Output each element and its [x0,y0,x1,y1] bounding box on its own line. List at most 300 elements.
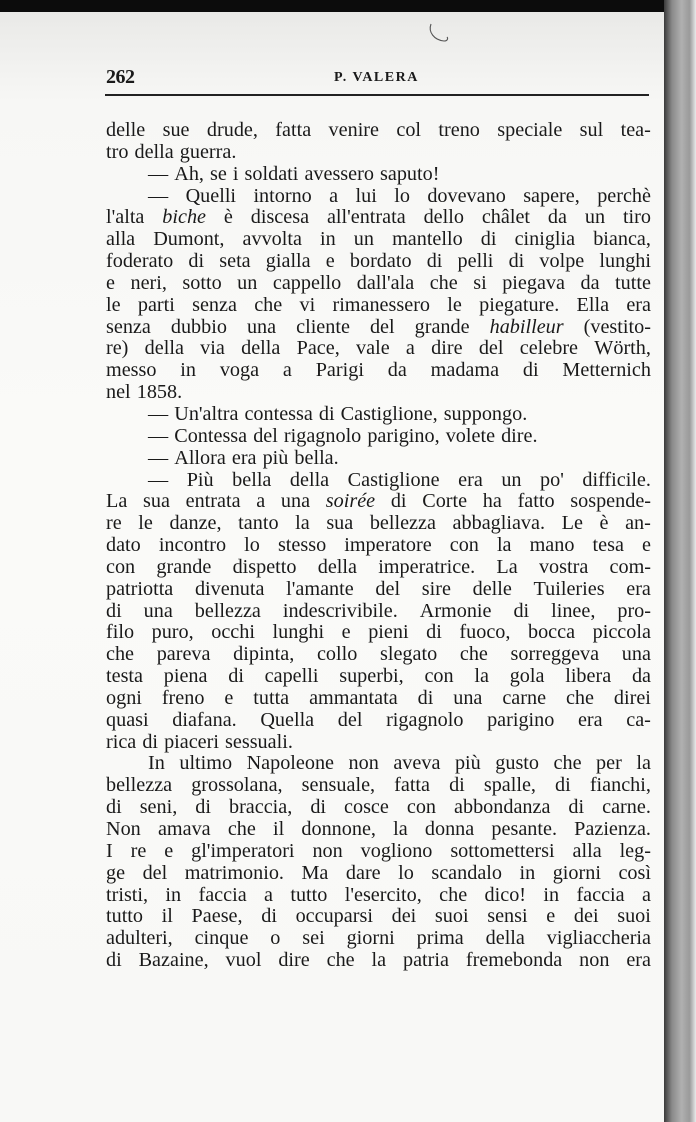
word: la [636,752,651,775]
word: tesa [592,534,624,557]
word: di [318,402,335,425]
word: una [246,315,277,338]
word: fuoco, [459,621,511,644]
word: Bazaine, [138,949,209,972]
word: la [371,949,387,972]
word: dei [573,905,599,928]
word: celebre [519,337,579,360]
word: sul [579,119,604,141]
word: l'esercito, [344,883,422,906]
word: della [134,140,174,163]
word: bianca, [593,228,651,251]
word: bocca [527,621,576,644]
word: imperatrice. [378,555,476,578]
pencil-mark [428,22,458,46]
word: Wörth, [594,337,651,360]
word: era [626,577,651,600]
header-rule [105,94,649,96]
word: donnone, [301,818,376,840]
word: di [106,599,122,622]
word: pareva [156,643,211,666]
word: tanto [238,512,279,535]
word: Parigi [315,359,364,382]
word: di [310,796,327,819]
word: la [295,512,310,535]
text-line [106,317,651,339]
word: (vestito- [583,315,651,338]
word: vi [299,293,316,316]
word: con [449,534,479,557]
word: po' [540,468,564,491]
word: châlet [481,206,531,229]
word: Ella [576,293,610,316]
word: Un'altra [174,402,239,425]
word: prima [416,927,464,950]
word: patria [402,949,449,972]
word: via [200,337,225,360]
word: della [241,337,281,360]
word: lo [398,861,414,884]
word: fianchi, [589,774,651,797]
word: contessa [244,402,313,425]
word: Dumont, [153,228,225,251]
word: Metternich [562,359,651,382]
word: che [439,883,468,906]
word: occhi [211,621,255,644]
text-line [106,164,651,186]
word: a [642,883,651,906]
word: sue [162,119,190,141]
word: con [424,665,454,688]
word: Quelli [185,184,237,207]
word: l'amante [286,577,354,600]
word: treno [438,119,480,141]
text-line [106,404,651,426]
word: grande [414,315,470,338]
text-line [106,491,651,513]
word: alla [572,839,602,862]
word: ultimo [179,752,233,775]
word: abbagliava. [452,512,546,535]
text-line [106,885,651,907]
word: parti [137,293,175,316]
word: del [337,708,363,731]
word: slegato [380,643,438,666]
word: neri, [130,271,167,294]
word: fatta [394,774,431,797]
word: cappello [272,271,342,294]
word: parigino [487,708,555,731]
word: Corte [422,490,468,513]
word: rigagnolo [283,424,362,447]
word: vuol [225,949,262,972]
text-line [106,207,651,229]
word: piaceri [164,730,219,753]
word: da [631,665,651,688]
word: dello [423,206,464,229]
word: tutte [615,271,651,294]
word: seta [219,250,251,273]
text-line [106,120,651,142]
word: tro [106,140,129,163]
word: di [188,250,205,273]
word: e [106,271,115,294]
word: ciniglia [514,228,576,251]
word: senza [106,315,151,338]
word: cliente [296,315,350,338]
word: Quella [260,708,315,731]
text-line [106,732,651,754]
word: La [106,490,128,513]
text-line [106,557,651,579]
word: che [429,271,458,294]
word: del [375,577,401,600]
word: gola [509,665,545,688]
word: è [599,512,609,535]
word: volete [445,424,496,447]
text-line [106,142,651,164]
word: bellezza [106,774,173,797]
word: sire [421,577,451,600]
text-line [106,513,651,535]
word: della [317,555,357,578]
word: — [148,162,169,185]
word: bordato [349,250,412,273]
word: stesso [277,534,327,557]
word: e [224,686,234,709]
word: fatto [517,490,555,513]
word: a [264,883,273,906]
word: — [148,446,169,469]
text-line [106,622,651,644]
word: dubbio [170,315,227,338]
word: una [621,643,651,666]
word: e [641,534,651,557]
word: an- [625,512,651,535]
word: divenuta [194,577,265,600]
word: una [143,599,173,622]
word: era [231,446,257,469]
word: era [626,293,651,316]
word: faccia [576,883,625,906]
word: Pazienza. [574,818,651,840]
word: fremebonda [465,949,563,972]
word: con [406,796,437,819]
word: bella. [294,446,339,469]
word: e [546,905,556,928]
word: che [553,752,582,775]
word: freno [161,686,205,709]
word: suoi [617,905,651,928]
word: dire [431,337,463,360]
word: madama [430,359,500,382]
word: della [485,927,525,950]
word: dipinta, [233,643,295,666]
word: voga [219,359,260,382]
word: tutto [106,905,144,928]
word: donna [424,818,475,840]
word: pesante. [491,818,557,840]
word: foderato [106,250,174,273]
word: sapere, [523,184,580,207]
word: di [555,774,571,797]
word: tiro [622,206,651,229]
word: sottomettersi [450,839,555,862]
word: la [474,665,489,688]
word: piccola [592,621,651,644]
word: sei [302,927,325,950]
word: difficile. [582,468,651,491]
word: abbondanza [454,796,551,819]
word: rigagnolo [386,708,464,731]
word: bella [232,468,272,491]
word: soirée [325,490,376,513]
word: re [130,839,147,862]
text-line [106,382,651,404]
word: Paese, [191,905,243,928]
word: le [138,512,153,535]
word: tea- [620,119,651,141]
text-line [106,928,651,950]
word: di [195,796,211,819]
word: che [326,949,355,972]
word: ha [482,490,502,513]
word: intorno [253,184,312,207]
word: una [280,490,311,513]
word: superbi, [339,665,404,688]
word: danze, [169,512,222,535]
word: i [232,162,239,185]
text-line [106,753,651,775]
word: dispetto [232,555,297,578]
word: gl'imperatori [191,839,295,862]
word: sospende- [570,490,651,513]
word: così [618,861,651,884]
word: di [106,796,122,819]
text-line [106,273,651,295]
word: dato [106,534,141,557]
word: discesa [250,206,310,229]
word: da [547,206,567,229]
word: pro- [617,599,651,622]
word: libera [565,665,612,688]
page-number: 262 [106,66,135,88]
word: capelli [264,665,319,688]
word: braccia, [228,796,293,819]
word: era [626,949,651,972]
word: piena [163,665,208,688]
word: ca- [626,708,651,731]
word: le [106,293,121,316]
word: Castiglione, [340,402,438,425]
word: di [228,665,244,688]
word: che [254,293,283,316]
word: gialla [265,250,311,273]
word: con [106,555,136,578]
word: che [459,643,488,666]
word: del [478,337,504,360]
word: vigliaccheria [546,927,651,950]
text-line [106,666,651,688]
word: dare [345,861,381,884]
word: e [164,839,174,862]
body-text [106,120,651,972]
word: rimanessero [332,293,431,316]
word: indescrivibile. [282,599,398,622]
word: — [148,424,169,447]
word: suoi [434,905,469,928]
word: in [320,228,336,251]
word: habilleur [489,315,564,338]
word: ammantata [309,686,398,709]
word: un [501,468,522,491]
word: una [453,686,483,709]
word: ge [106,861,126,884]
word: In [148,752,165,775]
word: lo [244,534,260,557]
word: re) [106,337,129,360]
word: bellezza [194,599,261,622]
text-line [106,579,651,601]
word: di [261,905,277,928]
word: spalle, [483,774,536,797]
word: diafana. [172,708,237,731]
word: Ah, [174,162,204,185]
word: del [253,424,278,447]
word: sensi [487,905,528,928]
word: Le [561,512,583,535]
word: saputo! [380,162,440,185]
word: di [390,490,407,513]
word: in [180,359,196,382]
word: più [454,752,481,775]
word: se [210,162,227,185]
word: sua [326,512,354,535]
text-line [106,535,651,557]
word: avvolta [242,228,302,251]
word: non [348,752,379,775]
text-line [106,863,651,885]
word: cosce [344,796,389,819]
word: di [568,796,585,819]
word: non [579,949,610,972]
word: non [312,839,343,862]
word: di [426,621,442,644]
word: di [508,250,525,273]
text-line [106,338,651,360]
word: grossolana, [191,774,283,797]
text-line [106,710,651,732]
word: adulteri, [106,927,173,950]
word: alla [106,228,136,251]
word: di [480,228,497,251]
word: collo [316,643,358,666]
word: del [369,315,395,338]
text-line [106,601,651,623]
word: gusto [495,752,539,775]
word: giorni [346,927,395,950]
word: Napoleone [246,752,335,775]
word: dei [391,905,417,928]
text-line [106,251,651,273]
word: mano [529,534,575,557]
word: fatta [275,119,312,141]
word: a [329,184,339,207]
word: della [144,337,184,360]
text-line [106,950,651,972]
word: faccia [198,883,247,906]
word: leg- [619,839,651,862]
word: un [237,271,258,294]
text-line [106,775,651,797]
word: puro, [151,621,194,644]
word: occuparsi [295,905,373,928]
word: scandalo [431,861,502,884]
word: amava [157,818,211,840]
word: — [148,468,169,491]
word: pieni [368,621,409,644]
word: sua [143,490,170,513]
word: in [165,883,182,906]
word: lunghi [599,250,651,273]
word: di [426,250,443,273]
word: com- [609,555,651,578]
word: a [405,337,415,360]
word: sotto [182,271,222,294]
word: messo [106,359,157,382]
word: re [106,512,122,535]
running-head [106,66,646,90]
word: sorreggeva [510,643,600,666]
word: linee, [551,599,596,622]
word: imperatore [344,534,432,557]
word: avessero [304,162,374,185]
word: drude, [206,119,258,141]
text-line [106,906,651,928]
word: il [161,905,173,928]
word: la [496,534,512,557]
word: sensuale, [301,774,376,797]
word: delle [472,577,512,600]
word: seni, [139,796,178,819]
word: sessuali. [225,730,293,753]
word: che [227,818,256,840]
word: parigino, [367,424,440,447]
word: in [543,883,560,906]
word: all'entrata [326,206,406,229]
word: volpe [539,250,585,273]
word: piegature. [479,293,560,316]
word: venire [328,119,379,141]
running-title: P. VALERA [334,70,419,85]
word: La [496,555,518,578]
word: patriotta [106,577,174,600]
word: col [396,119,422,141]
word: di [417,686,434,709]
text-line [106,360,651,382]
word: rica [106,730,137,753]
word: nel [106,381,131,404]
word: entrata [185,490,241,513]
word: dovevano [427,184,506,207]
word: di [449,774,465,797]
word: — [148,402,169,425]
word: grande [156,555,212,578]
word: della [289,468,330,491]
word: un [584,206,606,229]
word: che [106,643,135,666]
word: Tuileries [533,577,605,600]
